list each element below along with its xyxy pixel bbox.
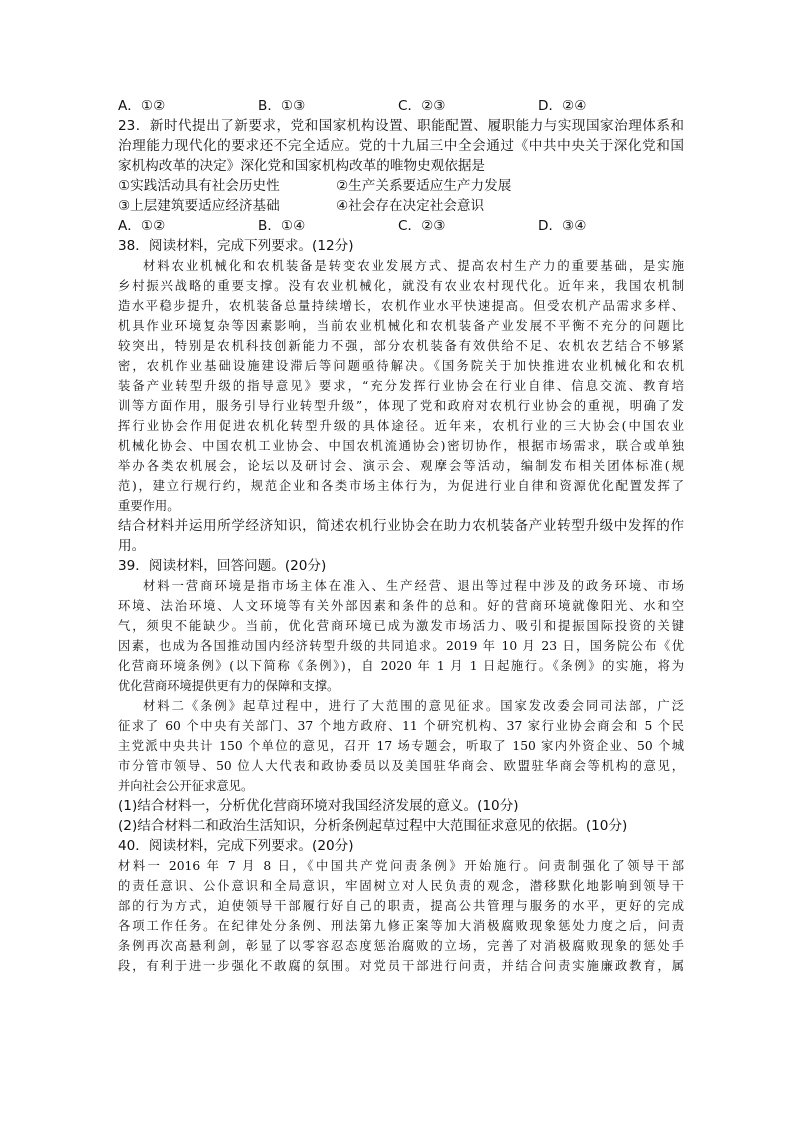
- material-line: 因素，也成为各国推动国内经济转型升级的共同追求。2019 年 10 月 23 日，国务院公布《优: [118, 639, 684, 653]
- material-line: 优化营商环境提供更有力的保障和支撑。: [118, 679, 340, 693]
- q38-title: 38．阅读材料，完成下列要求。(12分): [118, 238, 354, 254]
- material-line: 材料一 2016 年 7 月 8 日，《中国共产党问责条例》开始施行。问责制强化了领导干部: [118, 859, 684, 873]
- question-39: [118, 556, 684, 836]
- material-line: 重要作用。: [118, 499, 180, 513]
- material-line: 气，须臾不能缺少。当前，优化营商环境已成为激发市场活力、吸引和提振国际投资的关键: [118, 619, 684, 633]
- material-line: 材料农业机械化和农机装备是转变农业发展方式、提高农村生产力的重要基础，是实施: [143, 259, 684, 273]
- q23-items-row: [118, 176, 684, 196]
- material-line: 材料二《条例》起草过程中，进行了大范围的意见征求。国家发改委会同司法部，广泛: [143, 699, 684, 713]
- material-line: 密，农机作业基础设施建设滞后等问题亟待解决。《国务院关于加快推进农业机械化和农机: [118, 359, 684, 373]
- material-line: 机械化协会、中国农机工业协会、中国农机流通协会)密切协作，根据市场需求，联合或单独: [118, 439, 684, 453]
- q39-ask-1: (1)结合材料一，分析优化营商环境对我国经济发展的意义。(10分): [118, 798, 519, 814]
- option-b: B．①④: [258, 218, 306, 234]
- material-line: 举办各类农机展会，论坛以及研讨会、演示会、观摩会等活动，编制发布相关团体标准(规: [118, 459, 684, 473]
- option-a: A．①②: [118, 98, 166, 114]
- option-d: D．②④: [538, 98, 587, 114]
- material-line: 训等方面作用，服务引导行业转型升级”，体现了党和政府对农机行业协会的重视，明确了发: [118, 399, 684, 413]
- material-line: 征求了 60 个中央有关部门、37 个地方政府、11 个研究机构、37 家行业协会商会和 5 个民: [118, 719, 684, 733]
- material-line: 乡村振兴战略的重要支撑。没有农业机械化，就没有农业农村现代化。近年来，我国农机制: [118, 279, 684, 293]
- q23-items-row: [118, 196, 684, 216]
- material-line: 部的行为方式，迫使领导干部履行好自己的职责，提高公共管理与服务的水平，更好的完成: [118, 899, 684, 913]
- option-b: B．①③: [258, 98, 306, 114]
- q23-item: ①实践活动具有社会历史性: [118, 178, 280, 194]
- q23-item: ②生产关系要适应生产力发展: [336, 178, 512, 194]
- material-line: 范)，建立行规行约，规范企业和各类市场主体行为，为促进行业自律和资源优化配置发挥了: [118, 479, 684, 493]
- question-40: [118, 836, 684, 976]
- question-38: [118, 236, 684, 556]
- material-line: 材料一营商环境是指市场主体在准入、生产经营、退出等过程中涉及的政务环境、市场: [143, 579, 684, 593]
- material-line: 主党派中央共计 150 个单位的意见，召开 17 场专题会，听取了 150 家内外资企业、50 个城: [118, 739, 684, 753]
- material-line: 条例再次高悬利剑，彰显了以零容忍态度惩治腐败的立场，完善了对消极腐败现象的惩处手: [118, 939, 684, 953]
- material-line: 环境、法治环境、人文环境等有关外部因素和条件的总和。好的营商环境就像阳光、水和空: [118, 599, 684, 613]
- q39-title: 39．阅读材料，回答问题。(20分): [118, 558, 327, 574]
- option-c: C．②③: [398, 98, 446, 114]
- q23-item: ④社会存在决定社会意识: [336, 198, 485, 214]
- material-line: 化营商环境条例》(以下简称《条例》)，自 2020 年 1 月 1 日起施行。《条例》的实施，将为: [118, 659, 684, 673]
- q23-options: [118, 216, 684, 236]
- material-line: 机具作业环境复杂等因素影响，当前农业机械化和农机装备产业发展不平衡不充分的问题比: [118, 319, 684, 333]
- q38-ask: 用。: [118, 538, 146, 554]
- question-23: [118, 116, 684, 236]
- material-line: 较突出，特别是农机科技创新能力不强，部分农机装备有效供给不足、农机农艺结合不够紧: [118, 339, 684, 353]
- q23-item: ③上层建筑要适应经济基础: [118, 198, 280, 214]
- material-line: 并向社会公开征求意见。: [118, 779, 254, 793]
- q23-stem-line: 家机构改革的决定》深化党和国家机构改革的唯物史观依据是: [118, 158, 486, 174]
- material-line: 各项工作任务。在纪律处分条例、刑法第九修正案等加大消极腐败现象惩处力度之后，问责: [118, 919, 684, 933]
- material-line: 市分管市领导、50 位人大代表和政协委员以及美国驻华商会、欧盟驻华商会等机构的意见，: [118, 759, 684, 773]
- material-line: 造水平稳步提升，农机装备总量持续增长，农机作业水平快速提高。但受农机产品需求多样、: [118, 299, 684, 313]
- material-line: 的责任意识、公仆意识和全局意识，牢固树立对人民负责的观念，潜移默化地影响到领导干: [118, 879, 684, 893]
- material-line: 装备产业转型升级的指导意见》要求，“充分发挥行业协会在行业自律、信息交流、教育培: [118, 379, 684, 393]
- material-line: 段，有利于进一步强化不敢腐的氛围。对党员干部进行问责，并结合问责实施廉政教育，属: [118, 959, 684, 973]
- q23-stem-line: 治理能力现代化的要求还不完全适应。党的十九届三中全会通过《中共中央关于深化党和国: [118, 138, 684, 154]
- q23-stem-line: 23．新时代提出了新要求，党和国家机构设置、职能配置、履职能力与实现国家治理体系和: [118, 118, 684, 134]
- option-a: A．①②: [118, 218, 166, 234]
- q39-ask-2: (2)结合材料二和政治生活知识，分析条例起草过程中大范围征求意见的依据。(10分): [118, 818, 628, 834]
- option-c: C．②③: [398, 218, 446, 234]
- q38-ask: 结合材料并运用所学经济知识，简述农机行业协会在助力农机装备产业转型升级中发挥的作: [118, 518, 684, 534]
- material-line: 挥行业协会作用促进农机化转型升级的具体途径。近年来，农机行业的三大协会(中国农业: [118, 419, 684, 433]
- q40-title: 40．阅读材料，完成下列要求。(20分): [118, 838, 354, 854]
- option-d: D．③④: [538, 218, 587, 234]
- q22-options: [118, 96, 684, 116]
- exam-page: [118, 96, 684, 976]
